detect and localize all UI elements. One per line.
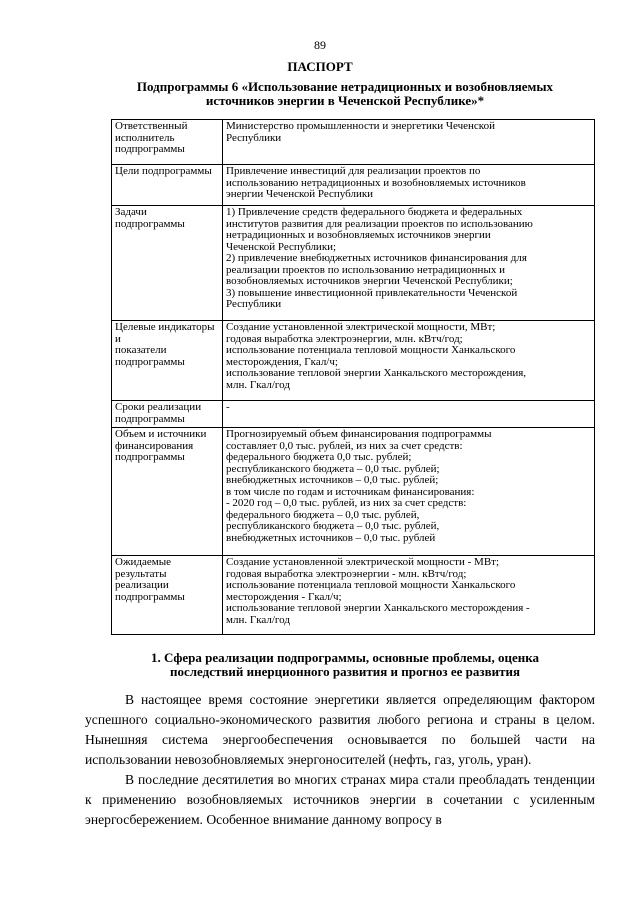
document-title: ПАСПОРТ xyxy=(287,59,353,74)
row-value-terms: - xyxy=(223,401,595,428)
section-heading xyxy=(95,651,595,679)
row-label-financing: Объем и источники финансирования подпрограммы xyxy=(112,428,223,556)
row-value-goals: Привлечение инвестиций для реализации проектов по использованию нетрадиционных и возобновляемых источников энергии Чеченской Республики xyxy=(223,165,595,206)
row-value-indicators: Создание установленной электрической мощности, МВт; годовая выработка электроэнергии, млн. кВтч/год; использование потенциала тепловой мощности Ханкальского месторождения, Гкал/ч; использование тепловой энергии Ханкальского месторождения, млн. Гкал/год xyxy=(223,321,595,401)
table-row xyxy=(112,556,595,635)
table-row xyxy=(112,321,595,401)
page-number: 89 xyxy=(314,38,326,52)
table-row xyxy=(112,165,595,206)
row-value-results: Создание установленной электрической мощности - МВт; годовая выработка электроэнергии - млн. кВтч/год; использование потенциала тепловой мощности Ханкальского месторождения - Гкал/ч; использование тепловой энергии Ханкальского месторождения - млн. Гкал/год xyxy=(223,556,595,635)
row-label-terms: Сроки реализации подпрограммы xyxy=(112,401,223,428)
passport-table xyxy=(111,119,595,635)
section-heading-line-2: последствий инерционного развития и прогноз ее развития xyxy=(169,664,521,679)
table-row xyxy=(112,206,595,321)
row-label-results: Ожидаемые результаты реализации подпрограммы xyxy=(112,556,223,635)
body-text xyxy=(85,690,595,830)
subprogram-title xyxy=(95,80,595,108)
subprogram-title-line-2: источников энергии в Чеченской Республике»* xyxy=(205,93,485,108)
table-row xyxy=(112,401,595,428)
row-value-tasks: 1) Привлечение средств федерального бюджета и федеральных институтов развития для реализации проектов по использованию нетрадиционных и возобновляемых источников энергии Чеченской Республики; 2) привлечение внебюджетных источников финансирования для реализации проектов по использованию нетрадиционных и возобновляемых источников энергии Чеченской Республики; 3) повышение инвестиционной привлекательности Чеченской Республики xyxy=(223,206,595,321)
row-label-tasks: Задачи подпрограммы xyxy=(112,206,223,321)
paragraph: В настоящее время состояние энергетики является определяющим фактором успешного социально-экономического развития любого региона и страны в целом. Нынешняя система энергообеспечения основывается по большей части на использовании невозобновляемых энергоносителей (нефть, газ, уголь, уран). xyxy=(85,692,595,767)
row-label-responsible: Ответственный исполнитель подпрограммы xyxy=(112,120,223,165)
section-heading-line-1: 1. Сфера реализации подпрограммы, основные проблемы, оценка xyxy=(150,650,539,665)
table-row xyxy=(112,120,595,165)
row-label-goals: Цели подпрограммы xyxy=(112,165,223,206)
table-row xyxy=(112,428,595,556)
row-value-responsible: Министерство промышленности и энергетики Чеченской Республики xyxy=(223,120,595,165)
row-label-indicators: Целевые индикаторы и показатели подпрограммы xyxy=(112,321,223,401)
paragraph: В последние десятилетия во многих странах мира стали преобладать тенденции к применению возобновляемых источников энергии в сочетании с усиленным энергосбережением. Особенное внимание данному вопросу в xyxy=(85,772,595,827)
row-value-financing: Прогнозируемый объем финансирования подпрограммы составляет 0,0 тыс. рублей, из них за счет средств: федерального бюджета 0,0 тыс. рублей; республиканского бюджета – 0,0 тыс. рублей; внебюджетных источников – 0,0 тыс. рублей; в том числе по годам и источникам финансирования: - 2020 год – 0,0 тыс. рублей, из них за счет средств: федерального бюджета – 0,0 тыс. рублей, республиканского бюджета – 0,0 тыс. рублей, внебюджетных источников – 0,0 тыс. рублей xyxy=(223,428,595,556)
subprogram-title-line-1: Подпрограммы 6 «Использование нетрадиционных и возобновляемых xyxy=(136,79,554,94)
